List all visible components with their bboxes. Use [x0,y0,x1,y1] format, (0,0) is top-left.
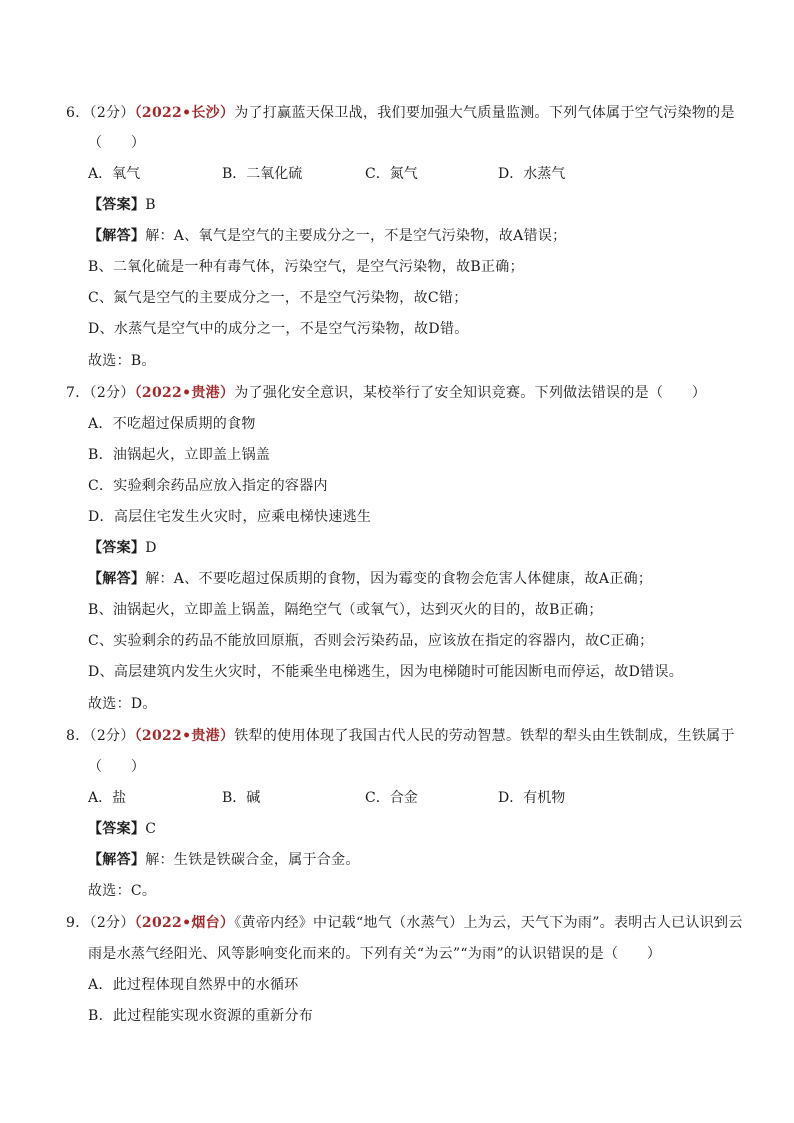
question-7-stem [66,383,706,403]
answer-value: C [145,821,157,837]
question-source: （2022•贵港） [134,385,235,401]
question-8-option-d: D．有机物 [498,790,566,806]
question-7-option-b: B．油锅起火，立即盖上锅盖 [88,447,271,463]
question-7-option-d: D．高层住宅发生火灾时，应乘电梯快速逃生 [88,509,372,525]
question-7-analysis-line: B、油锅起火，立即盖上锅盖，隔绝空气（或氧气），达到灭火的目的，故B正确； [88,602,603,618]
analysis-text: 解：A、氧气是空气的主要成分之一，不是空气污染物，故A错误； [145,228,567,244]
analysis-tag: 【解答】 [88,571,146,587]
question-text: 《黄帝内经》中记载“地气（水蒸气）上为云，天气下为雨”。表明古人已认识到云 [234,915,743,931]
question-6-option-b: B．二氧化硫 [222,166,303,182]
analysis-tag: 【解答】 [88,228,146,244]
question-6-option-d: D．水蒸气 [498,166,566,182]
question-7-answer [88,538,157,558]
question-9-stem-continued: 雨是水蒸气经阳光、风等影响变化而来的。下列有关“为云”“为雨”的认识错误的是（ ） [88,946,662,962]
question-7-analysis-line: C、实验剩余的药品不能放回原瓶，否则会污染药品，应该放在指定的容器内，故C正确； [88,633,654,649]
question-number: 8． [66,728,90,744]
answer-tag: 【答案】 [88,540,146,556]
answer-value: D [145,540,157,556]
question-6-analysis-line [88,226,566,246]
question-9-option-a: A．此过程体现自然界中的水循环 [88,977,299,993]
answer-tag: 【答案】 [88,197,146,213]
question-number: 6． [66,105,90,121]
question-6-analysis-line: B、二氧化硫是一种有毒气体，污染空气，是空气污染物，故B正确； [88,259,524,275]
question-score: （2分） [89,728,135,744]
question-7-option-c: C．实验剩余药品应放入指定的容器内 [88,478,328,494]
question-8-stem [66,726,735,746]
question-8-option-b: B．碱 [222,790,261,806]
question-9-option-b: B．此过程能实现水资源的重新分布 [88,1008,314,1024]
question-6-answer [88,195,156,215]
question-8-option-a: A．盐 [88,790,127,806]
question-text: 铁犁的使用体现了我国古代人民的劳动智慧。铁犁的犁头由生铁制成，生铁属于 [234,728,735,744]
question-6-analysis-line: D、水蒸气是空气中的成分之一，不是空气污染物，故D错。 [88,321,469,337]
question-8-conclusion: 故选：C。 [88,883,157,899]
question-score: （2分） [89,915,135,931]
answer-tag: 【答案】 [88,821,146,837]
question-number: 9． [66,915,90,931]
question-7-conclusion: 故选：D。 [88,696,157,712]
question-6-option-a: A．氧气 [88,166,141,182]
analysis-tag: 【解答】 [88,852,146,868]
question-8-blank: （ ） [88,759,146,775]
question-7-analysis-line [88,569,652,589]
question-number: 7． [66,385,90,401]
question-score: （2分） [89,385,135,401]
question-8-answer [88,819,156,839]
question-text: 为了强化安全意识，某校举行了安全知识竞赛。下列做法错误的是（ ） [234,385,707,401]
question-source: （2022•贵港） [134,728,235,744]
question-9-stem [66,913,743,933]
question-source: （2022•烟台） [134,915,235,931]
question-source: （2022•长沙） [134,105,235,121]
question-8-option-c: C．合金 [365,790,418,806]
question-6-option-c: C．氮气 [365,166,418,182]
question-6-conclusion: 故选：B。 [88,353,156,369]
question-text: 为了打赢蓝天保卫战，我们要加强大气质量监测。下列气体属于空气污染物的是 [234,105,735,121]
analysis-text: 解：A、不要吃超过保质期的食物，因为霉变的食物会危害人体健康，故A正确； [145,571,653,587]
question-7-option-a: A．不吃超过保质期的食物 [88,416,256,432]
question-6-stem [66,103,735,123]
question-7-analysis-line: D、高层建筑内发生火灾时，不能乘坐电梯逃生，因为电梯随时可能因断电而停运，故D错误。 [88,664,684,680]
question-6-analysis-line: C、氮气是空气的主要成分之一，不是空气污染物，故C错； [88,290,468,306]
question-score: （2分） [89,105,135,121]
answer-value: B [145,197,156,213]
analysis-text: 解：生铁是铁碳合金，属于合金。 [145,852,360,868]
question-6-blank: （ ） [88,135,146,151]
question-8-analysis-line [88,850,360,870]
